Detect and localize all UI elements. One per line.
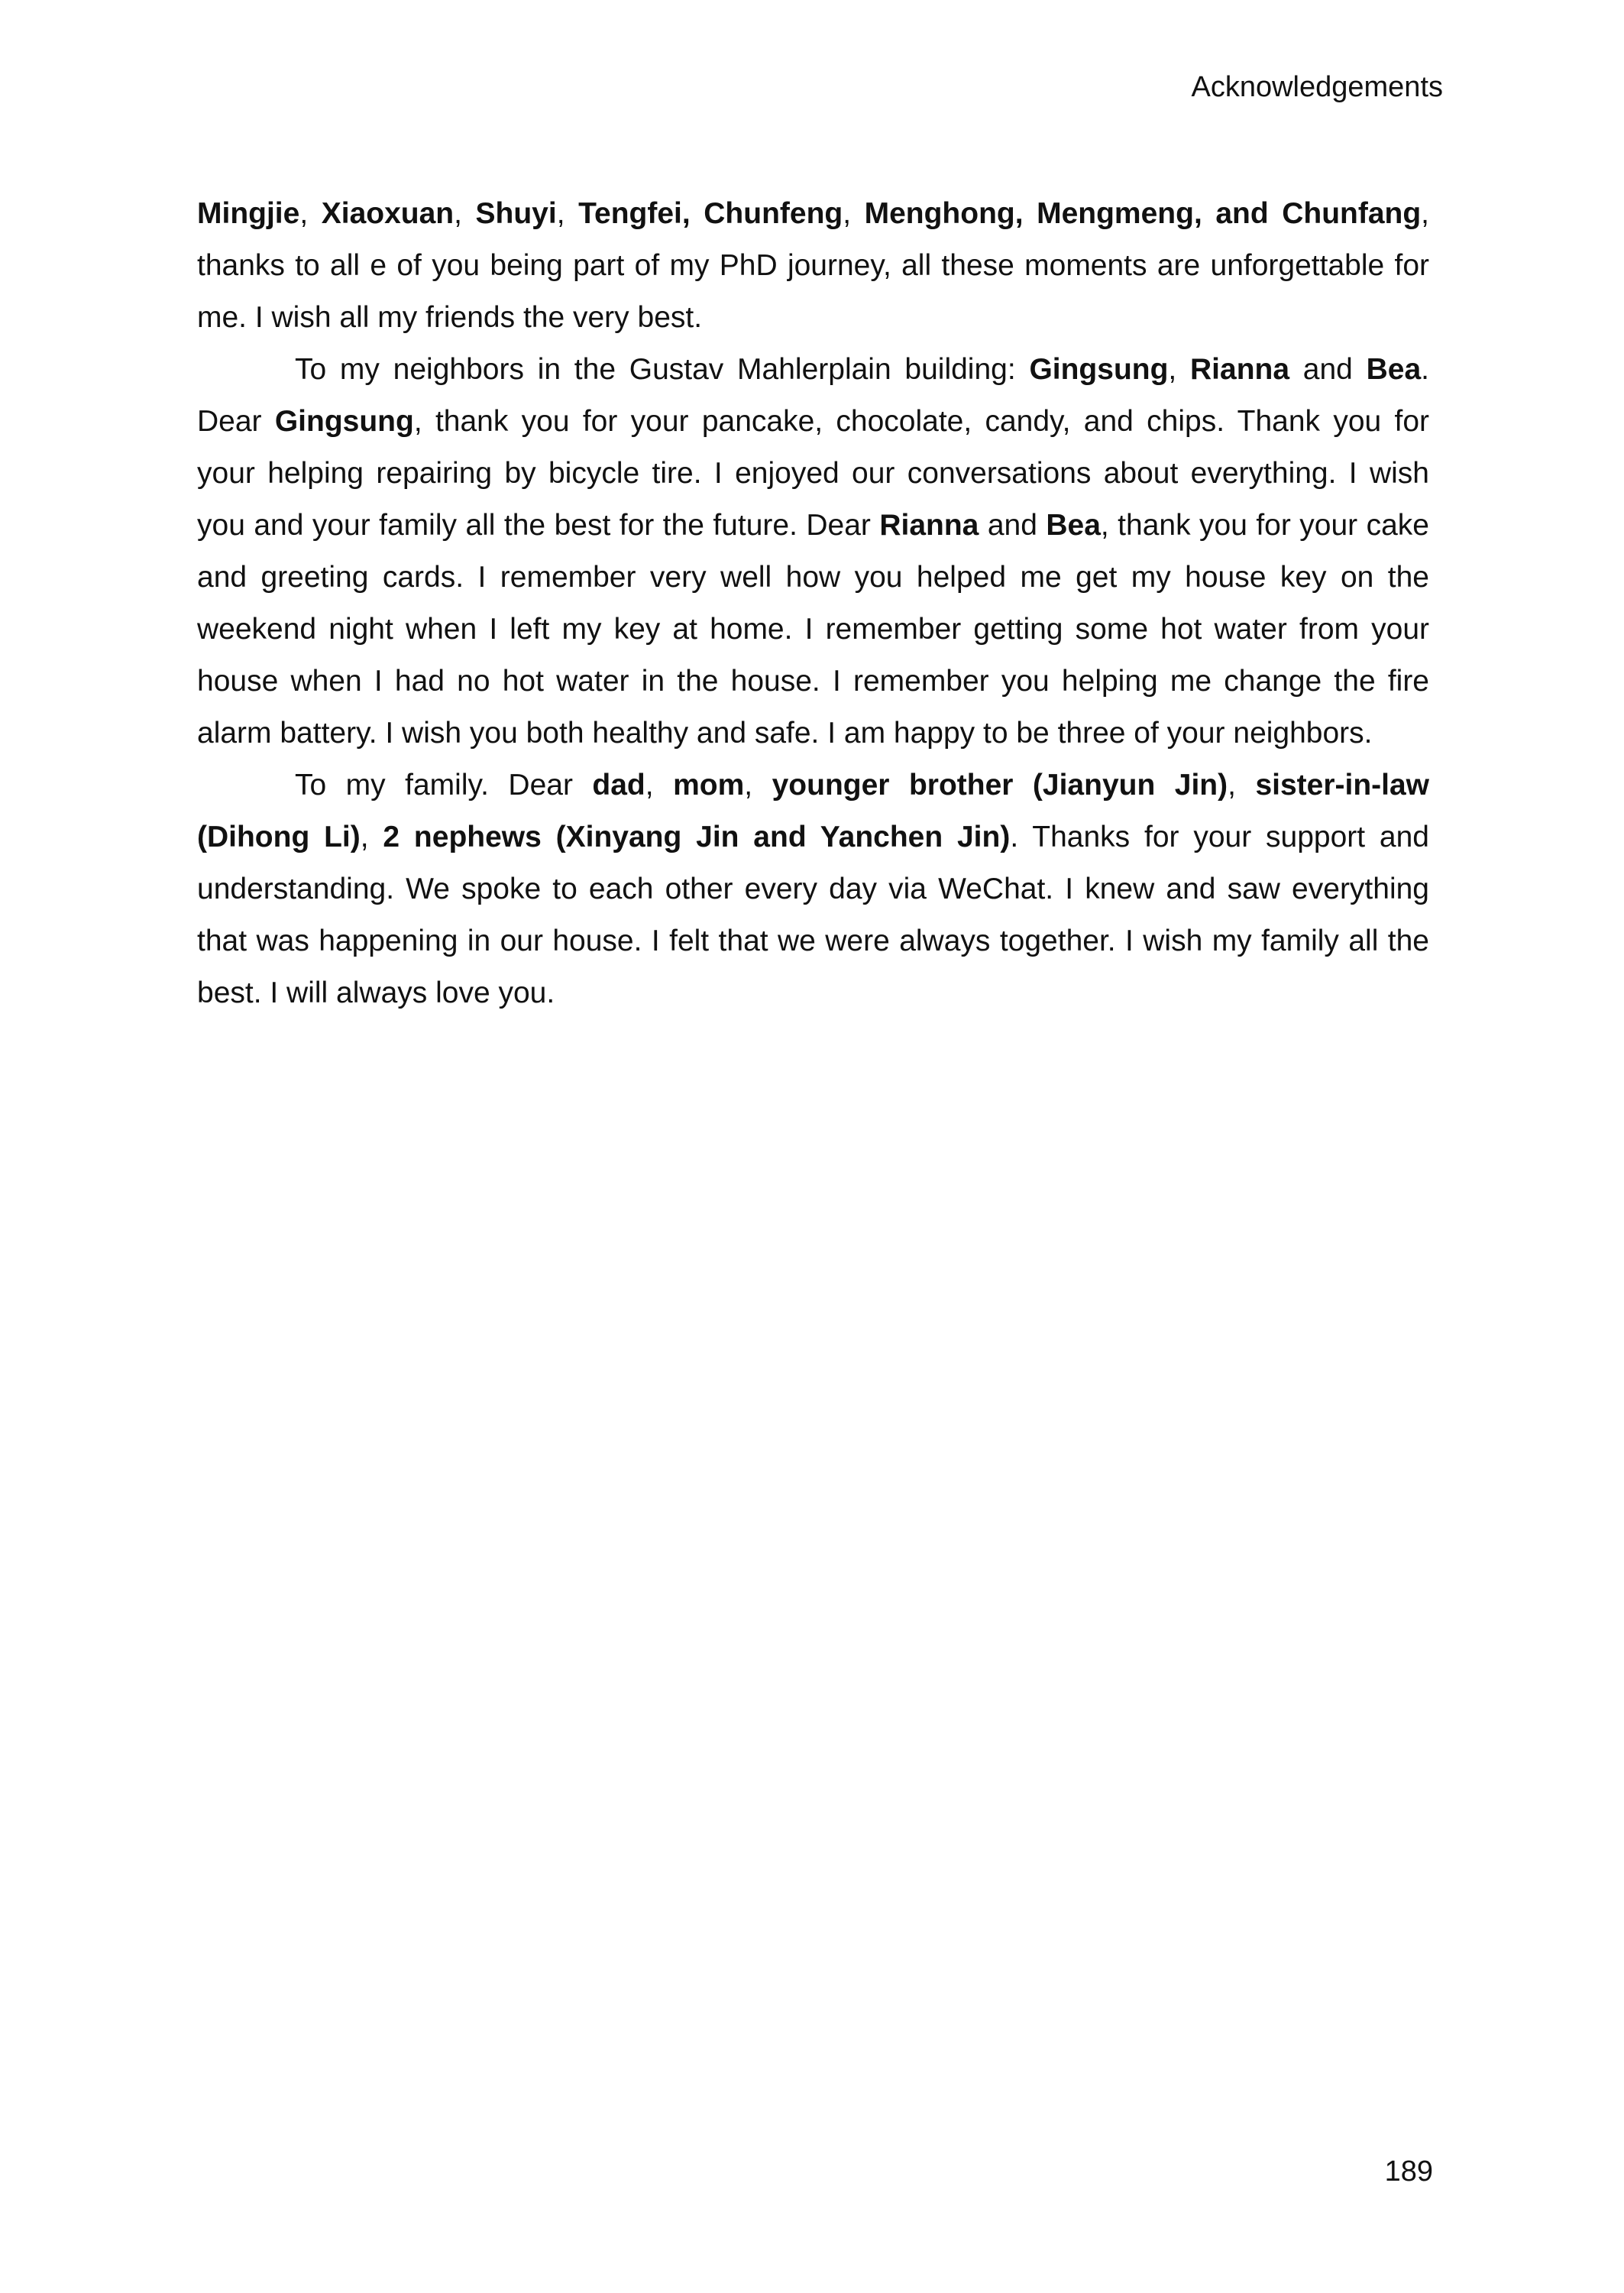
neighbor-name: Rianna (1190, 353, 1290, 386)
family-member: dad (592, 769, 645, 802)
friend-name: Mingjie (197, 197, 300, 230)
neighbor-name: Gingsung (274, 405, 414, 438)
running-header-title: Acknowledgements (1191, 71, 1443, 103)
neighbor-name: Bea (1366, 353, 1422, 386)
friend-name: Xiaoxuan (321, 197, 455, 230)
friend-name: Shuyi (475, 197, 557, 230)
family-member: sister-in-law (Dihong Li) (197, 769, 1430, 853)
friend-name: Tengfei, Chunfeng (578, 197, 843, 230)
neighbor-name: Bea (1046, 509, 1101, 542)
neighbor-name: Gingsung (1029, 353, 1169, 386)
paragraph-family: To my family. Dear dad, mom, younger brother (Jianyun Jin), sister-in-law (Dihong Li), 2 nephews (Xinyang Jin and Yanchen Jin). Thanks for your support and understanding. We spoke to each other every day via WeChat. I knew and saw everything that was happening in our house. I felt that we were always together. I wish my family all the best. I will always love you. (197, 769, 1430, 1009)
friend-name: Menghong, Mengmeng, and Chunfang (864, 197, 1422, 230)
family-member: mom (673, 769, 745, 802)
acknowledgements-body (197, 188, 1429, 1019)
paragraph-friends: Mingjie, Xiaoxuan, Shuyi, Tengfei, Chunfeng, Menghong, Mengmeng, and Chunfang, thanks to all e of you being part of my PhD journey, all these moments are unforgettable for me. I wish all my friends the very best. (197, 197, 1430, 334)
neighbor-name: Rianna (879, 509, 979, 542)
family-member: 2 nephews (Xinyang Jin and Yanchen Jin) (383, 821, 1011, 853)
page-number: 189 (1384, 2155, 1433, 2188)
family-member: younger brother (Jianyun Jin) (772, 769, 1228, 802)
paragraph-neighbors: To my neighbors in the Gustav Mahlerplain building: Gingsung, Rianna and Bea. Dear Gingsung, thank you for your pancake, chocolate, candy, and chips. Thank you for your helping repairing by bicycle tire. I enjoyed our conversations about everything. I wish you and your family all the best for the future. Dear Rianna and Bea, thank you for your cake and greeting cards. I remember very well how you helped me get my house key on the weekend night when I left my key at home. I remember getting some hot water from your house when I had no hot water in the house. I remember you helping me change the fire alarm battery. I wish you both healthy and safe. I am happy to be three of your neighbors. (197, 353, 1430, 750)
